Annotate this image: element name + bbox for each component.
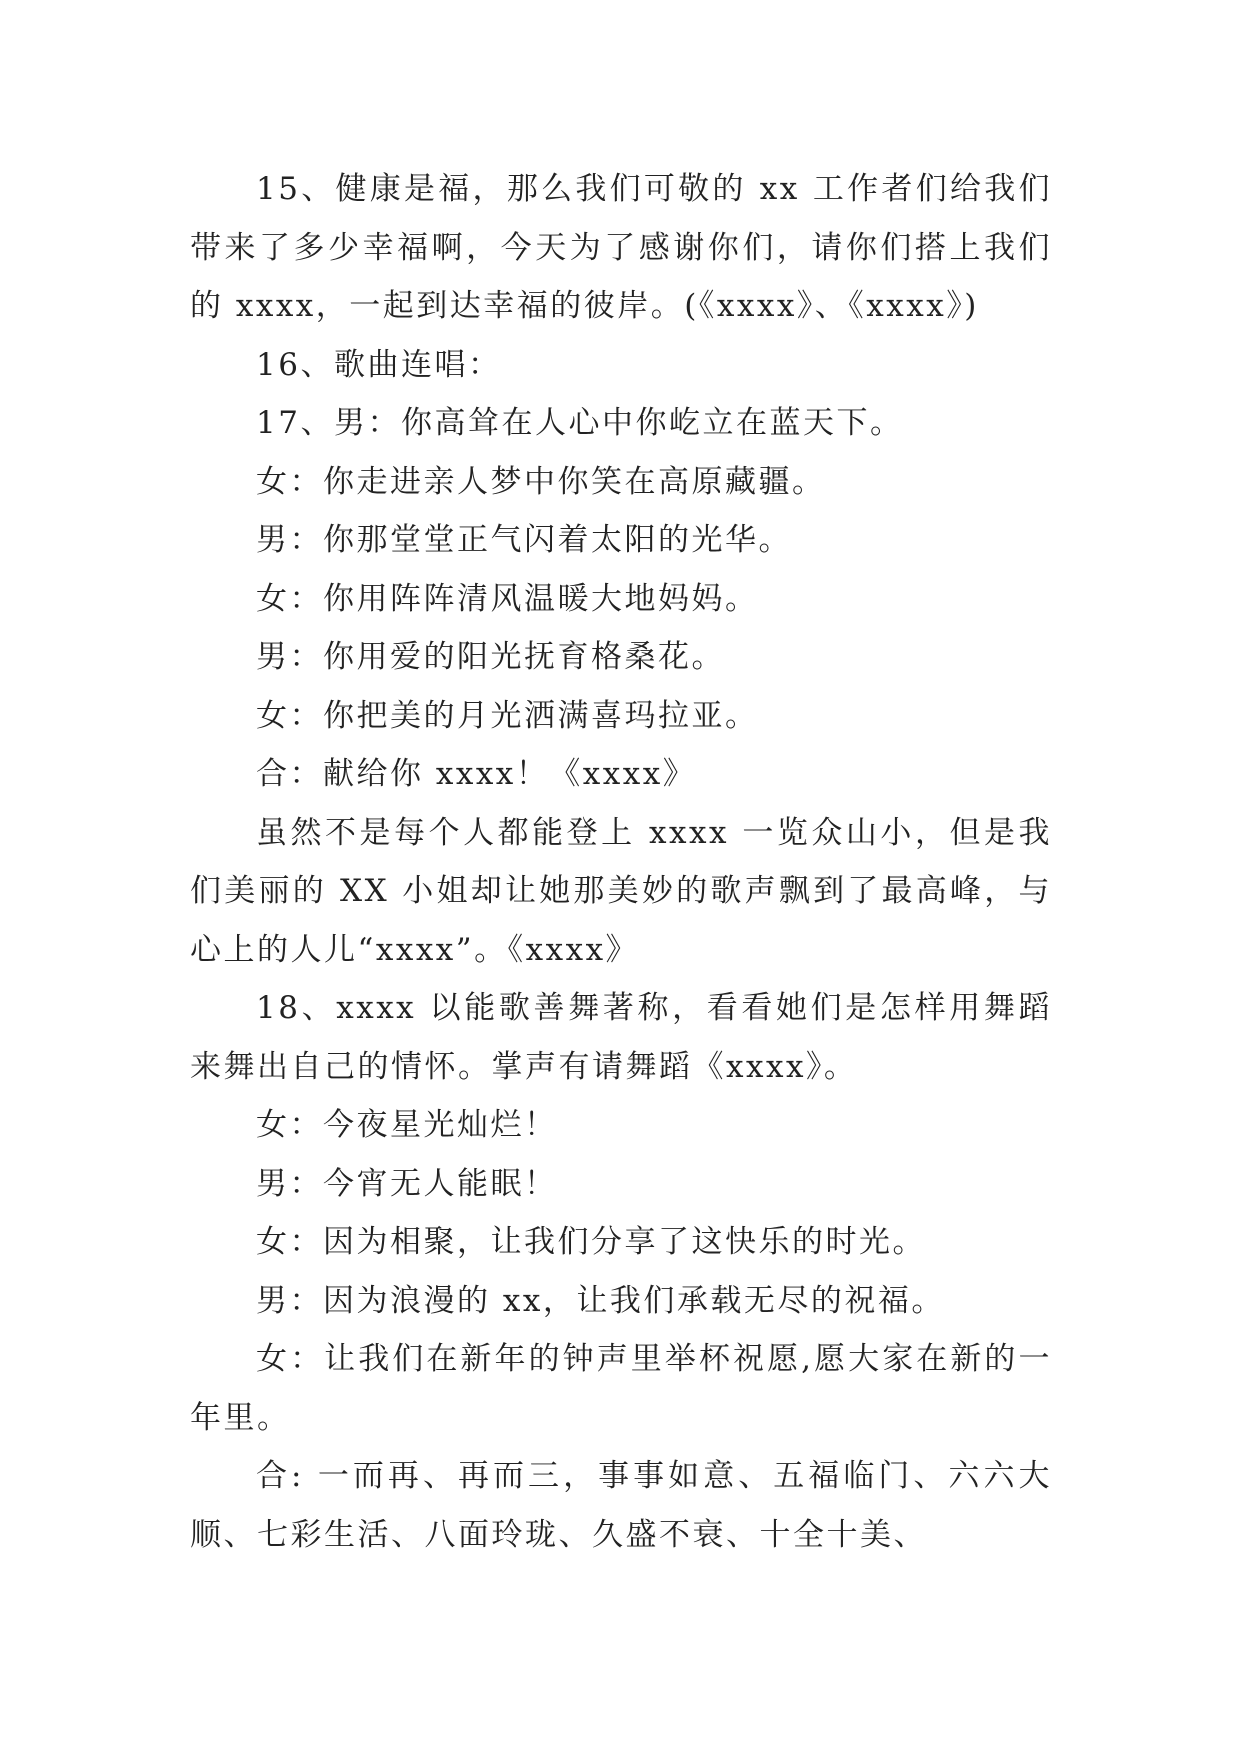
- paragraph-female-line: 女：让我们在新年的钟声里举杯祝愿,愿大家在新的一年里。: [190, 1341, 1052, 1436]
- paragraph-15-health: 15、健康是福，那么我们可敬的 xx 工作者们给我们带来了多少幸福啊，今天为了感谢你们，请你们搭上我们的 xxxx，一起到达幸福的彼岸。(《xxxx》、《xxxx》): [190, 171, 1052, 324]
- document-body: [190, 160, 1052, 1564]
- paragraph-together-blessing: 合: 一而再、再而三，事事如意、五福临门、六六大顺、七彩生活、八面玲珑、久盛不衰、十全十美、: [190, 1458, 1052, 1553]
- paragraph-16-medley: 16、歌曲连唱：: [256, 346, 502, 383]
- paragraph-female-line: 女：因为相聚，让我们分享了这快乐的时光。: [256, 1224, 926, 1260]
- paragraph-together-line: 合：献给你 xxxx！《xxxx》: [256, 756, 697, 792]
- paragraph-18-dance: 18、xxxx 以能歌善舞著称，看看她们是怎样用舞蹈来舞出自己的情怀。掌声有请舞蹈《xxxx》。: [190, 990, 1052, 1085]
- paragraph-song-intro: 虽然不是每个人都能登上 xxxx 一览众山小，但是我们美丽的 XX 小姐却让她那美妙的歌声飘到了最高峰，与心上的人儿“xxxx”。《xxxx》: [190, 814, 1052, 968]
- paragraph-male-line: 男：你那堂堂正气闪着太阳的光华。: [256, 522, 792, 558]
- paragraph-female-line: 女：今夜星光灿烂！: [256, 1107, 558, 1143]
- paragraph-male-line: 男：今宵无人能眠！: [256, 1165, 558, 1202]
- paragraph-male-line: 男：因为浪漫的 xx，让我们承载无尽的祝福。: [256, 1282, 945, 1319]
- paragraph-17-male-line: 17、男：你高耸在人心中你屹立在蓝天下。: [256, 405, 904, 441]
- paragraph-male-line: 男：你用爱的阳光抚育格桑花。: [256, 639, 725, 675]
- paragraph-female-line: 女：你把美的月光洒满喜玛拉亚。: [256, 697, 759, 734]
- paragraph-female-line: 女：你用阵阵清风温暖大地妈妈。: [256, 580, 759, 617]
- paragraph-female-line: 女：你走进亲人梦中你笑在高原藏疆。: [256, 463, 826, 500]
